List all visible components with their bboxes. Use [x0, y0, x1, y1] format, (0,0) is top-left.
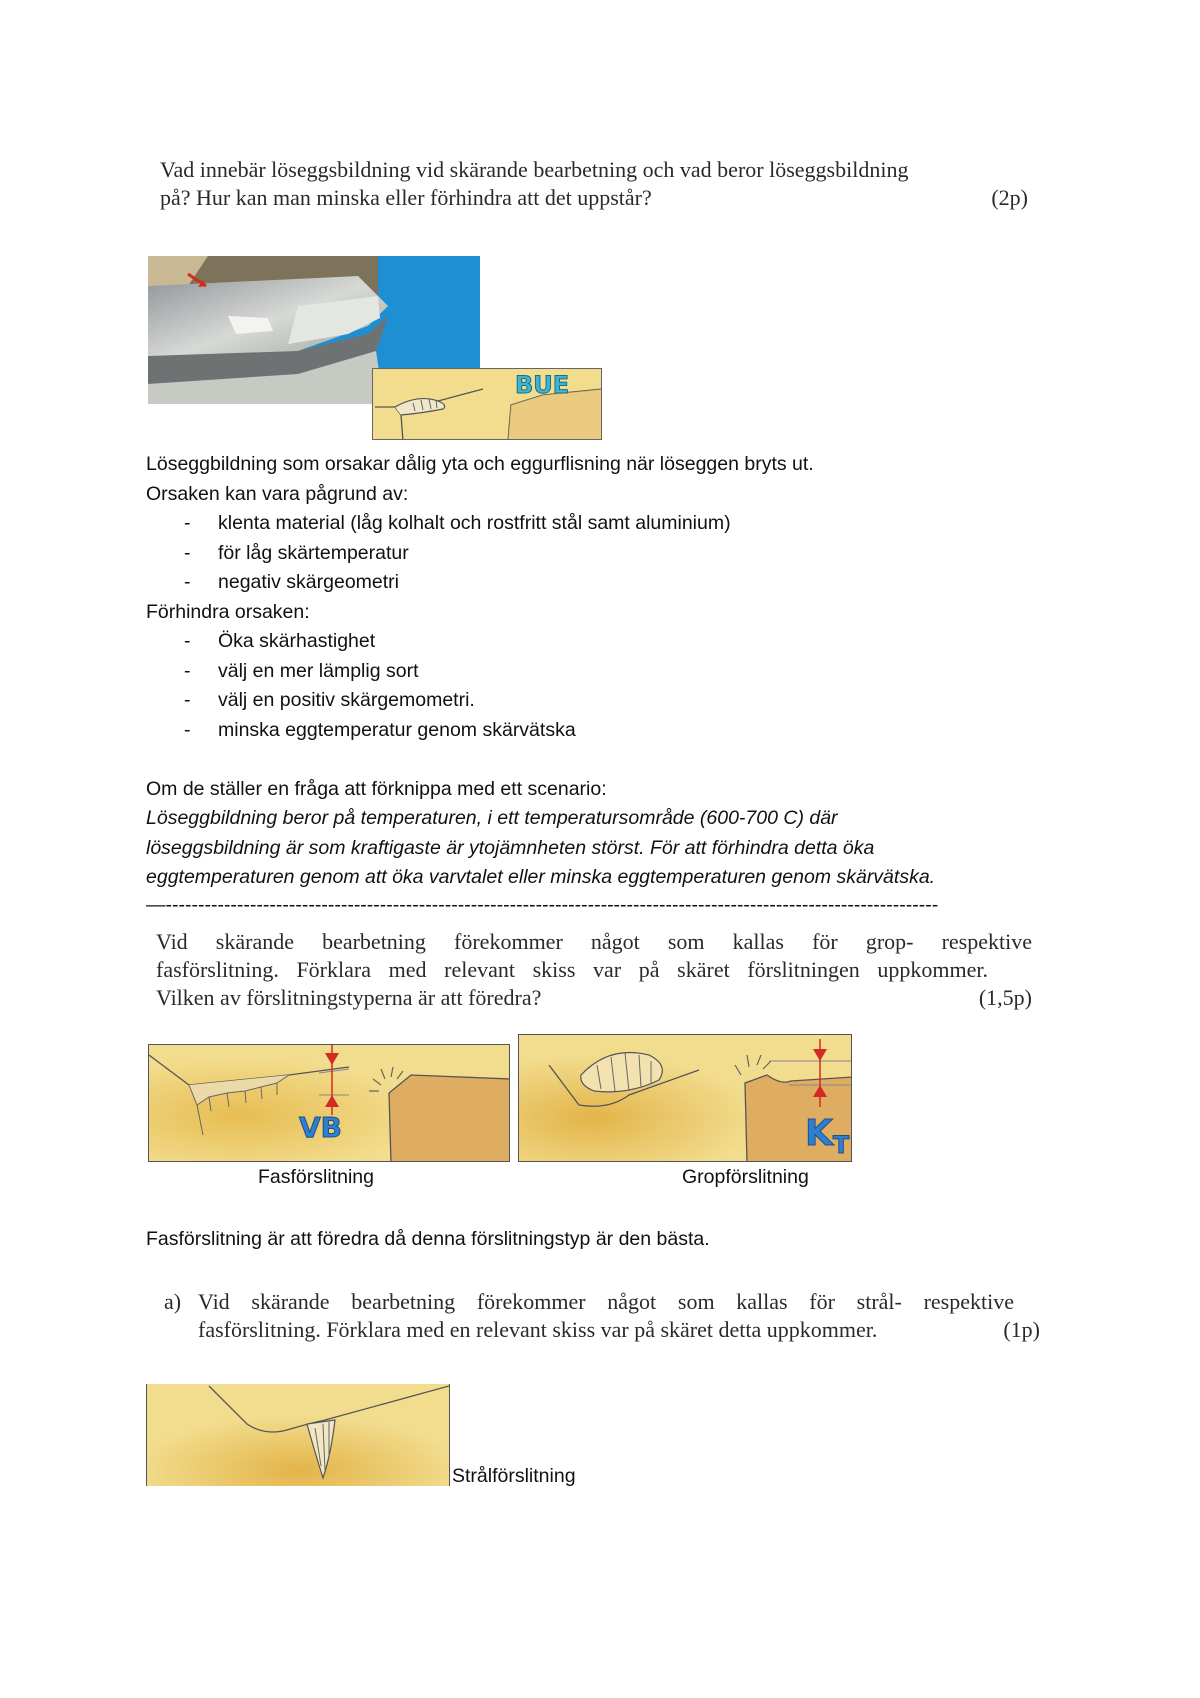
question-2-line-3: Vilken av förslitningstyperna är att föredra?: [156, 985, 542, 1010]
cause-item-text: negativ skärgeometri: [218, 571, 400, 593]
flank-wear-sketch: [148, 1044, 510, 1162]
prevent-item-text: välj en positiv skärgemometri.: [218, 689, 475, 711]
question-1-points: (2p): [991, 185, 1028, 210]
cause-item-text: för låg skärtemperatur: [218, 541, 409, 564]
answer-2: Fasförslitning är att föredra då denna förslitningstyp är den bästa.: [146, 1228, 710, 1250]
prevent-item: - minska eggtemperatur genom skärvätska: [184, 718, 576, 741]
question-3: [160, 1288, 1040, 1344]
caption-flank-wear: Fasförslitning: [258, 1166, 374, 1188]
crater-wear-graphic: [519, 1035, 852, 1162]
notch-wear-sketch: [146, 1384, 450, 1486]
question-2-line-2: fasförslitning. Förklara med relevant skiss var på skäret förslitningen uppkommer.: [156, 957, 988, 982]
prevent-item: - välj en positiv skärgemometri.: [184, 689, 475, 711]
kt-label: [805, 1113, 849, 1159]
crater-wear-sketch: [518, 1034, 852, 1162]
bue-label: BUE: [515, 371, 570, 399]
cause-item-text: klenta material (låg kolhalt och rostfritt stål samt aluminium): [218, 512, 731, 534]
blank-line: [146, 745, 1086, 775]
question-3-marker: a): [164, 1289, 182, 1314]
prevent-item-text: minska eggtemperatur genom skärvätska: [218, 718, 576, 741]
answer-1: [146, 450, 1086, 893]
question-1-line-2: på? Hur kan man minska eller förhindra att det uppstår?: [160, 185, 652, 210]
question-3-line-1: Vid skärande bearbetning förekommer något som kallas för strål- respektive: [198, 1289, 1014, 1314]
notch-wear-graphic: [147, 1384, 449, 1486]
question-3-line-2: fasförslitning. Förklara med en relevant skiss var på skäret detta uppkommer.: [198, 1317, 878, 1342]
bue-sketch: [372, 368, 602, 440]
scenario-line: eggtemperaturen genom att öka varvtalet eller minska eggtemperaturen genom skärvätska.: [146, 866, 936, 888]
cause-item: - för låg skärtemperatur: [184, 541, 409, 564]
question-2-points: (1,5p): [978, 985, 1032, 1010]
prevent-item: - Öka skärhastighet: [184, 630, 376, 652]
caption-crater-wear: Gropförslitning: [682, 1166, 809, 1188]
prevent-item: - välj en mer lämplig sort: [184, 659, 419, 682]
caption-notch-wear: Strålförslitning: [452, 1465, 576, 1487]
scenario-line: löseggsbildning är som kraftigaste är ytojämnheten störst. För att förhindra detta öka: [146, 836, 875, 859]
question-2-line-1: Vid skärande bearbetning förekommer något som kallas för grop- respektive: [156, 929, 1032, 954]
prevent-item-text: Öka skärhastighet: [218, 630, 376, 652]
question-3-points: (1p): [1003, 1317, 1040, 1342]
answer-1-intro: Löseggbildning som orsakar dålig yta och eggurflisning när löseggen bryts ut.: [146, 453, 814, 475]
flank-wear-graphic: [149, 1045, 510, 1162]
cause-heading: Orsaken kan vara pågrund av:: [146, 482, 409, 505]
question-1: [160, 156, 1028, 212]
scenario-line: Löseggbildning beror på temperaturen, i ett temperatursområde (600-700 C) där: [146, 807, 838, 829]
question-2: [156, 928, 1032, 1012]
scenario-heading: Om de ställer en fråga att förknippa med ett scenario:: [146, 777, 607, 800]
question-1-line-1: Vad innebär löseggsbildning vid skärande bearbetning och vad beror löseggsbildning: [160, 157, 909, 182]
prevent-heading: Förhindra orsaken:: [146, 600, 310, 623]
vb-label: VB: [299, 1111, 343, 1144]
prevent-item-text: välj en mer lämplig sort: [218, 659, 419, 682]
separator-line: —-----------------------------------------------------------------------------------------------------------------------: [146, 894, 939, 916]
cause-item: - klenta material (låg kolhalt och rostfritt stål samt aluminium): [184, 512, 731, 534]
kt-label-sub: T: [832, 1131, 850, 1159]
cause-item: - negativ skärgeometri: [184, 571, 400, 593]
kt-label-main: K: [805, 1113, 833, 1154]
